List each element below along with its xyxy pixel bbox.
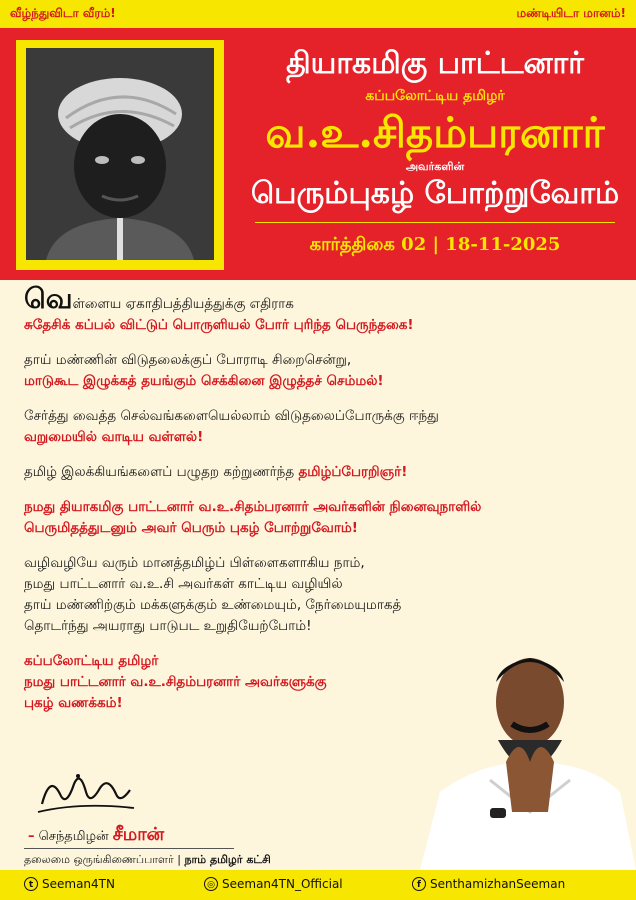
p2-line1: தாய் மண்ணின் விடுதலைக்குப் போராடி சிறைசென்று,	[24, 352, 352, 368]
instagram-icon: ◎	[204, 877, 218, 891]
paragraph-3	[24, 406, 494, 448]
portrait-illustration	[26, 48, 214, 260]
p2-line2: மாடுகூட இழுக்கத் தயங்கும் செக்கினை இழுத்தச் செம்மல்!	[24, 373, 384, 389]
sig-name: சீமான்	[112, 824, 165, 845]
top-slogan-right: மண்டியிடா மானம்!	[516, 6, 626, 20]
signature-icon	[30, 764, 140, 824]
banner-title: தியாகமிகு பாட்டனார்	[286, 46, 584, 81]
p4-red: தமிழ்ப்பேரறிஞர்!	[298, 464, 408, 480]
p6-line4: தொடர்ந்து அயராது பாடுபட உறுதியேற்போம்!	[24, 618, 312, 634]
sig-dash: –	[28, 829, 35, 844]
social-bar	[0, 870, 636, 900]
party-name: நாம் தமிழர் கட்சி	[184, 853, 271, 866]
p6-line3: தாய் மண்ணிற்கும் மக்களுக்கும் உண்மையும், நேர்மையுமாகத்	[24, 597, 402, 613]
twitter-icon: t	[24, 877, 38, 891]
role-separator: |	[177, 853, 181, 866]
portrait-photo	[26, 48, 214, 260]
p5-line1: நமது தியாகமிகு பாட்டனார் வ.உ.சிதம்பரனார் அவர்களின் நினைவுநாளில்	[24, 499, 482, 515]
instagram-handle: Seeman4TN_Official	[222, 877, 343, 891]
paragraph-2	[24, 350, 494, 392]
twitter-handle: Seeman4TN	[42, 877, 115, 891]
signatory-role	[24, 853, 271, 868]
banner-tagline: பெரும்புகழ் போற்றுவோம்	[250, 176, 620, 211]
social-instagram[interactable]	[204, 877, 343, 891]
header-banner	[0, 28, 636, 280]
drop-cap: வெ	[24, 282, 73, 315]
p3-line2: வறுமையில் வாடிய வள்ளல்!	[24, 429, 204, 445]
sig-prefix: செந்தமிழன்	[38, 829, 109, 844]
paragraph-1	[24, 282, 494, 336]
banner-divider	[255, 222, 615, 223]
paragraph-5	[24, 497, 494, 539]
top-slogan-left: வீழ்ந்துவிடா வீரம்!	[10, 6, 116, 20]
facebook-icon: f	[412, 877, 426, 891]
leader-photo	[420, 612, 636, 870]
p5-line2: பெருமிதத்துடனும் அவர் பெரும் புகழ் போற்றுவோம்!	[24, 520, 358, 536]
banner-honorific: அவர்களின்	[405, 160, 465, 173]
p7-line2: நமது பாட்டனார் வ.உ.சிதம்பரனார் அவர்களுக்கு	[24, 674, 327, 690]
portrait-frame	[16, 40, 224, 270]
banner-subtitle: கப்பலோட்டிய தமிழர்	[365, 88, 505, 104]
banner-date: கார்த்திகை 02 | 18-11-2025	[309, 234, 561, 255]
p1-line2: சுதேசிக் கப்பல் விட்டுப் பொருளியல் போர் புரிந்த பெருந்தகை!	[24, 317, 414, 333]
signature-rule	[24, 848, 234, 849]
top-bar	[0, 0, 636, 28]
facebook-handle: SenthamizhanSeeman	[430, 877, 566, 891]
p3-line1: சேர்த்து வைத்த செல்வங்களையெல்லாம் விடுதலைப்போருக்கு ஈந்து	[24, 408, 439, 424]
signatory	[28, 824, 164, 847]
p6-line2: நமது பாட்டனார் வ.உ.சி அவர்கள் காட்டிய வழியில்	[24, 576, 343, 592]
p6-line1: வழிவழியே வரும் மானத்தமிழ்ப் பிள்ளைகளாகிய நாம்,	[24, 555, 365, 571]
paragraph-4	[24, 462, 494, 483]
p7-line1: கப்பலோட்டிய தமிழர்	[24, 653, 159, 669]
social-twitter[interactable]	[24, 877, 115, 891]
p1-line1: ள்ளைய ஏகாதிபத்தியத்துக்கு எதிராக	[72, 296, 294, 312]
p4-text: தமிழ் இலக்கியங்களைப் பழுதற கற்றுணர்ந்த	[24, 464, 299, 480]
social-facebook[interactable]	[412, 877, 565, 891]
role-title: தலைமை ஒருங்கிணைப்பாளர்	[24, 853, 174, 866]
p7-line3: புகழ் வணக்கம்!	[24, 695, 123, 711]
banner-name: வ.உ.சிதம்பரனார்	[265, 108, 605, 157]
